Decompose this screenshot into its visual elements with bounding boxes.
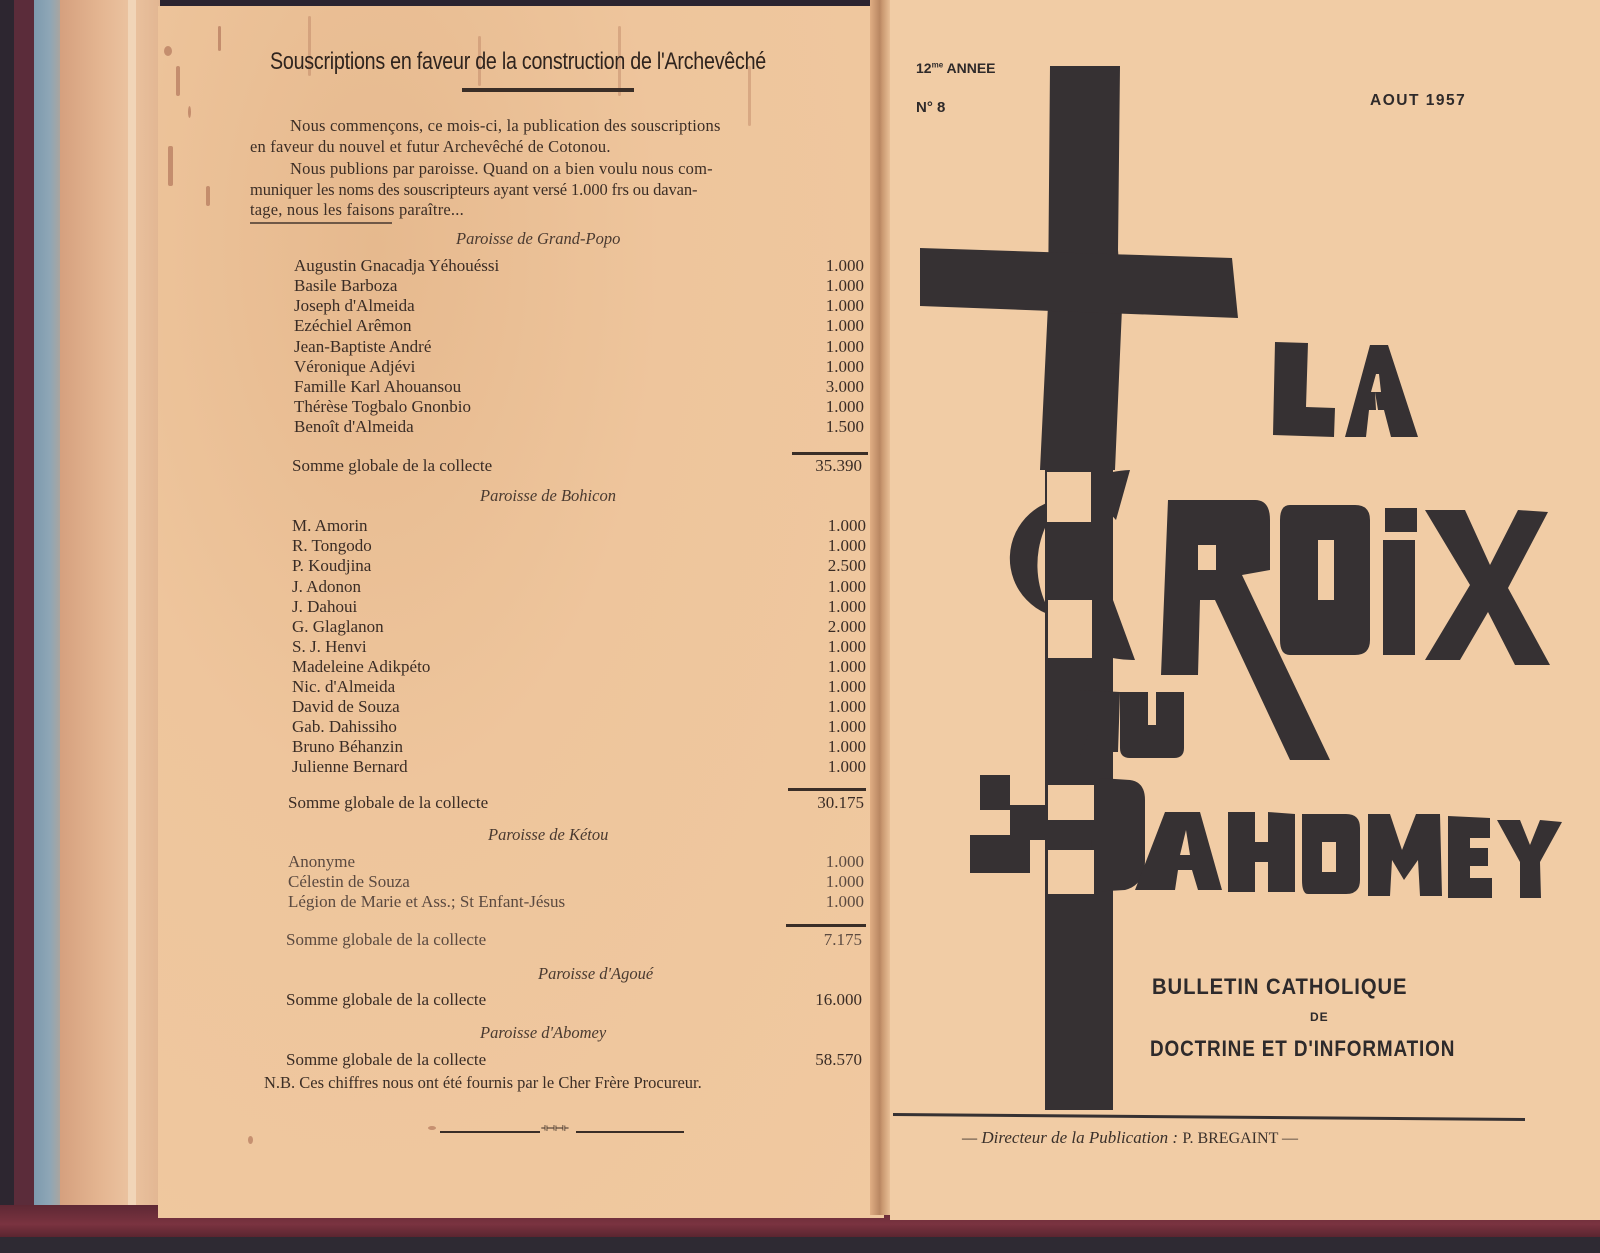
- donor-name: Ezéchiel Arêmon: [294, 316, 412, 335]
- donor-name: Anonyme: [288, 852, 356, 871]
- donor-name: Thérèse Togbalo Gnonbio: [294, 397, 471, 416]
- donor-amount: 1.000: [827, 757, 866, 776]
- article-title: Souscriptions en faveur de la construction de l'Archevêché: [270, 48, 766, 75]
- donor-name: Augustin Gnacadja Yéhouéssi: [294, 256, 500, 275]
- stain: [176, 66, 180, 96]
- issue-number: N° 8: [916, 99, 946, 116]
- sum-row-abomey: [286, 1050, 862, 1072]
- donor-amount: 1.000: [827, 717, 866, 736]
- parish-heading: Paroisse de Grand-Popo: [456, 229, 621, 248]
- intro-line: Nous commençons, ce mois-ci, la publication des souscriptions: [290, 116, 721, 135]
- donor-name: Julienne Bernard: [292, 757, 408, 776]
- donor-name: Célestin de Souza: [288, 872, 410, 891]
- intro-line: Nous publions par paroisse. Quand on a bien voulu nous com-: [290, 159, 713, 178]
- stain: [218, 26, 221, 51]
- sum-row-bohicon: [288, 793, 864, 815]
- donor-name: P. Koudjina: [292, 556, 372, 575]
- volume-word: ANNEE: [946, 60, 996, 76]
- footnote: N.B. Ces chiffres nous ont été fournis par le Cher Frère Procureur.: [264, 1073, 702, 1092]
- sum-amount: 7.175: [823, 930, 862, 949]
- stain: [206, 186, 210, 206]
- intro-line: tage, nous les faisons paraître...: [250, 200, 464, 219]
- parish-heading: Paroisse d'Agoué: [538, 964, 654, 983]
- stain: [248, 1136, 253, 1144]
- parish-heading: Paroisse d'Abomey: [480, 1023, 607, 1042]
- volume-suffix: me: [931, 60, 944, 70]
- donor-amount: 1.000: [827, 737, 866, 756]
- sum-label: Somme globale de la collecte: [286, 930, 487, 949]
- ornament-rule-left: [440, 1131, 540, 1133]
- donor-amount: 1.000: [825, 397, 864, 416]
- sum-label: Somme globale de la collecte: [288, 793, 489, 812]
- sum-label: Somme globale de la collecte: [286, 990, 487, 1009]
- volume-number: 12: [916, 60, 932, 76]
- ornament-icon: ⟛⟛⟛: [541, 1122, 568, 1134]
- stain: [168, 146, 173, 186]
- donor-amount: 3.000: [825, 377, 864, 396]
- director-name: P. BREGAINT —: [1182, 1130, 1299, 1147]
- donor-name: M. Amorin: [292, 516, 368, 535]
- intro-divider: [250, 222, 392, 224]
- sum-row-ketou: [286, 930, 862, 952]
- donor-name: Basile Barboza: [294, 276, 398, 295]
- donor-amount: 1.000: [825, 892, 864, 911]
- donor-name: David de Souza: [292, 697, 400, 716]
- donor-name: G. Glaglanon: [292, 617, 384, 636]
- issue-date: AOUT 1957: [1370, 92, 1467, 109]
- donor-amount: 1.000: [827, 577, 866, 596]
- donor-name: Benoît d'Almeida: [294, 417, 414, 436]
- binding-cover: [14, 0, 34, 1210]
- donor-list-grand-popo: [294, 256, 864, 446]
- donor-amount: 2.000: [827, 617, 866, 636]
- donor-amount: 1.000: [825, 872, 864, 891]
- sum-amount: 58.570: [815, 1050, 862, 1069]
- sum-amount: 30.175: [817, 793, 864, 812]
- donor-name: Nic. d'Almeida: [292, 677, 396, 696]
- binding-spine: [34, 0, 60, 1210]
- subtitle-line3: DOCTRINE ET D'INFORMATION: [1150, 1036, 1456, 1061]
- donor-amount: 1.000: [825, 256, 864, 275]
- donor-name: J. Dahoui: [292, 597, 358, 616]
- director-label: — Directeur de la Publication :: [962, 1128, 1179, 1147]
- sum-label: Somme globale de la collecte: [286, 1050, 487, 1069]
- sum-row-agoue: [286, 990, 862, 1012]
- donor-amount: 2.500: [827, 556, 866, 575]
- sum-rule: [786, 924, 866, 927]
- page-stack-edges: [60, 0, 160, 1212]
- intro-line: muniquer les noms des souscripteurs ayant versé 1.000 frs ou davan-: [250, 180, 698, 199]
- page-gutter: [870, 0, 892, 1215]
- donor-list-bohicon: [292, 516, 866, 786]
- masthead-rule: [893, 1113, 1525, 1121]
- donor-name: S. J. Henvi: [292, 637, 367, 656]
- donor-name: Famille Karl Ahouansou: [294, 377, 462, 396]
- donor-amount: 1.000: [827, 516, 866, 535]
- donor-amount: 1.000: [825, 296, 864, 315]
- donor-name: J. Adonon: [292, 577, 361, 596]
- donor-amount: 1.000: [825, 316, 864, 335]
- stain: [164, 46, 172, 56]
- donor-amount: 1.500: [825, 417, 864, 436]
- publication-director: [962, 1128, 1298, 1148]
- donor-name: Bruno Béhanzin: [292, 737, 403, 756]
- sum-label: Somme globale de la collecte: [292, 456, 493, 475]
- sum-rule: [792, 452, 868, 455]
- binding-edge: [0, 0, 14, 1210]
- donor-amount: 1.000: [827, 657, 866, 676]
- sum-rule: [788, 788, 866, 791]
- masthead-artwork: [890, 0, 1600, 1130]
- donor-amount: 1.000: [827, 697, 866, 716]
- donor-amount: 1.000: [825, 852, 864, 871]
- donor-name: Véronique Adjévi: [294, 357, 416, 376]
- donor-amount: 1.000: [825, 276, 864, 295]
- donor-name: Joseph d'Almeida: [294, 296, 415, 315]
- donor-name: Jean-Baptiste André: [294, 337, 432, 356]
- sum-amount: 16.000: [815, 990, 862, 1009]
- parish-heading: Paroisse de Kétou: [488, 825, 609, 844]
- donor-amount: 1.000: [825, 337, 864, 356]
- sum-amount: 35.390: [815, 456, 862, 475]
- donor-name: R. Tongodo: [292, 536, 372, 555]
- donor-amount: 1.000: [825, 357, 864, 376]
- donor-list-ketou: [288, 852, 864, 916]
- ornament-rule-right: [576, 1131, 684, 1133]
- donor-amount: 1.000: [827, 637, 866, 656]
- intro-line: en faveur du nouvel et futur Archevêché de Cotonou.: [250, 137, 611, 156]
- subtitle-line1: BULLETIN CATHOLIQUE: [1152, 974, 1408, 999]
- table-surface: [0, 1237, 1600, 1253]
- donor-name: Gab. Dahissiho: [292, 717, 397, 736]
- donor-amount: 1.000: [827, 677, 866, 696]
- donor-name: Légion de Marie et Ass.; St Enfant-Jésus: [288, 892, 566, 911]
- stain: [428, 1126, 436, 1130]
- donor-name: Madeleine Adikpéto: [292, 657, 431, 676]
- parish-heading: Paroisse de Bohicon: [480, 486, 616, 505]
- stain: [188, 106, 191, 118]
- donor-amount: 1.000: [827, 536, 866, 555]
- title-underline: [462, 88, 634, 92]
- sum-row-grand-popo: [292, 456, 862, 478]
- donor-amount: 1.000: [827, 597, 866, 616]
- subtitle-line2: DE: [1310, 1010, 1329, 1024]
